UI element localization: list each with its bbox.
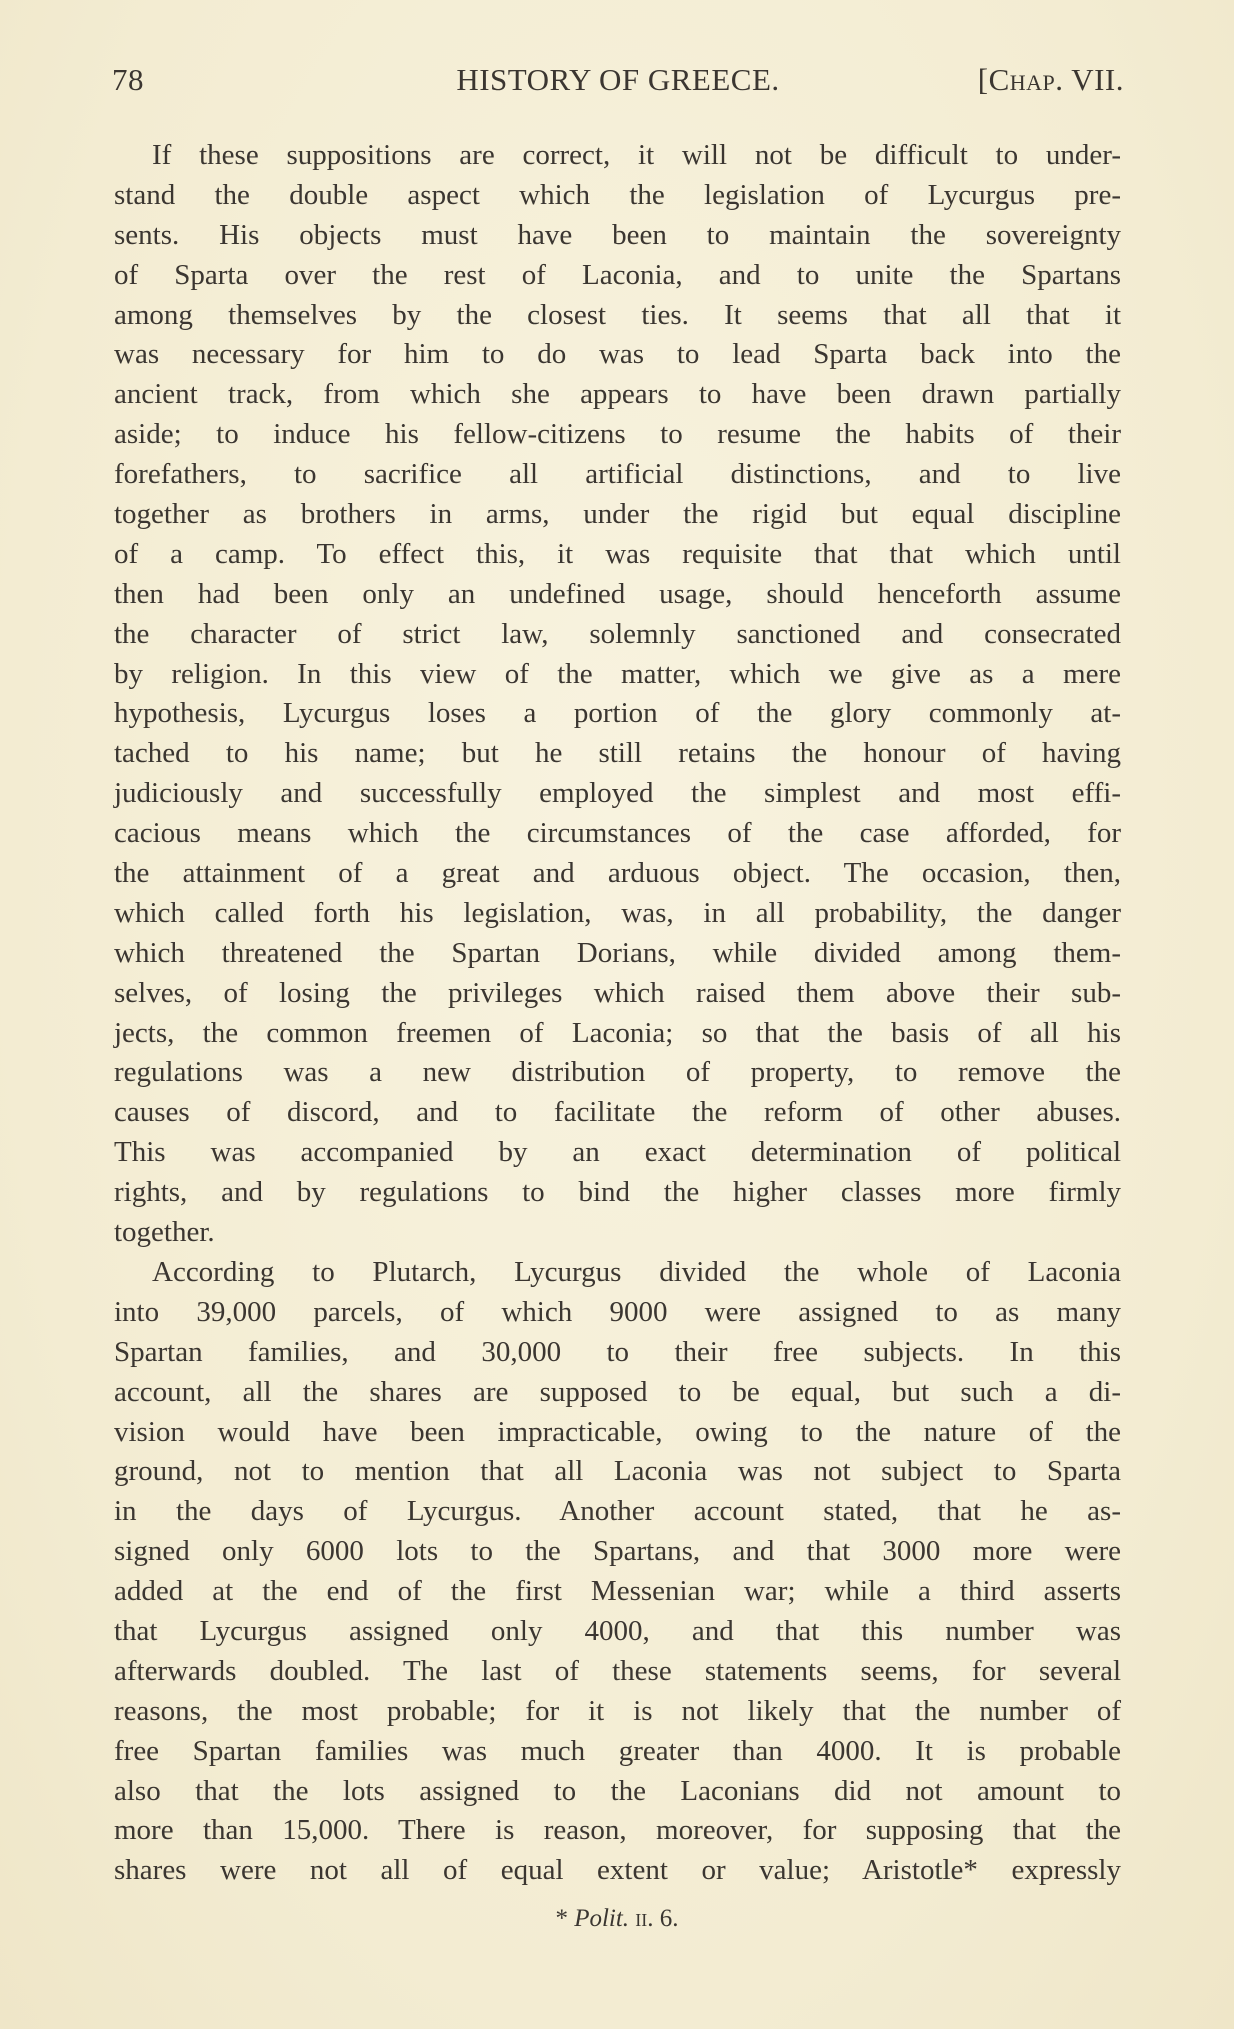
text-line: Spartan families, and 30,000 to their free subjects. In this <box>114 1335 1121 1368</box>
text-line: causes of discord, and to facilitate the reform of other abuses. <box>114 1096 1121 1129</box>
running-header <box>112 62 1124 106</box>
paragraph <box>114 1253 1121 1891</box>
text-line: regulations was a new distribution of property, to remove the <box>114 1056 1121 1089</box>
text-line: then had been only an undefined usage, should henceforth assume <box>114 577 1121 610</box>
chapter-label: [Chap. VII. <box>977 62 1124 97</box>
text-line: into 39,000 parcels, of which 9000 were assigned to as many <box>114 1295 1121 1328</box>
footnote-location: ii. 6. <box>629 1905 679 1932</box>
running-title: HISTORY OF GREECE. <box>456 62 780 97</box>
text-line: This was accompanied by an exact determination of political <box>114 1136 1121 1169</box>
body-text <box>114 136 1121 1891</box>
text-line: vision would have been impracticable, owing to the nature of the <box>114 1415 1121 1448</box>
text-line: rights, and by regulations to bind the higher classes more firmly <box>114 1176 1121 1209</box>
footnote-marker: * <box>555 1905 575 1932</box>
text-line: free Spartan families was much greater than 4000. It is probable <box>114 1734 1121 1767</box>
footnote-reference: Polit. <box>574 1905 630 1932</box>
text-line: cacious means which the circumstances of the case afforded, for <box>114 817 1121 850</box>
text-line: jects, the common freemen of Laconia; so that the basis of all his <box>114 1016 1121 1049</box>
text-line: the attainment of a great and arduous object. The occasion, then, <box>114 857 1121 890</box>
text-line: was necessary for him to do was to lead Sparta back into the <box>114 338 1121 371</box>
text-line: If these suppositions are correct, it will not be difficult to under- <box>152 139 1121 171</box>
text-line: in the days of Lycurgus. Another account stated, that he as- <box>114 1495 1121 1528</box>
text-line: shares were not all of equal extent or value; Aristotle* expressly <box>114 1854 1121 1887</box>
text-line: reasons, the most probable; for it is not likely that the number of <box>114 1694 1121 1727</box>
text-line: of a camp. To effect this, it was requisite that that which until <box>114 537 1121 570</box>
text-line: aside; to induce his fellow-citizens to resume the habits of their <box>114 418 1121 451</box>
text-line: more than 15,000. There is reason, moreover, for supposing that the <box>114 1814 1121 1847</box>
page-number: 78 <box>112 62 144 97</box>
text-line: by religion. In this view of the matter, which we give as a mere <box>114 657 1121 690</box>
text-line: forefathers, to sacrifice all artificial distinctions, and to live <box>114 458 1121 491</box>
text-line: ancient track, from which she appears to have been drawn partially <box>114 378 1121 411</box>
paragraph <box>114 136 1121 1253</box>
text-line: hypothesis, Lycurgus loses a portion of the glory commonly at- <box>114 697 1121 730</box>
text-line: tached to his name; but he still retains the honour of having <box>114 737 1121 770</box>
text-line: signed only 6000 lots to the Spartans, and that 3000 more were <box>114 1535 1121 1568</box>
text-line: also that the lots assigned to the Laconians did not amount to <box>114 1774 1121 1807</box>
text-line: ground, not to mention that all Laconia was not subject to Sparta <box>114 1455 1121 1488</box>
text-line: stand the double aspect which the legislation of Lycurgus pre- <box>114 178 1121 211</box>
text-line: selves, of losing the privileges which raised them above their sub- <box>114 976 1121 1009</box>
text-line: together. <box>114 1216 215 1249</box>
text-line: that Lycurgus assigned only 4000, and that this number was <box>114 1614 1121 1647</box>
text-line: According to Plutarch, Lycurgus divided the whole of Laconia <box>152 1255 1121 1288</box>
text-line: the character of strict law, solemnly sanctioned and consecrated <box>114 617 1121 650</box>
text-line: which threatened the Spartan Dorians, while divided among them- <box>114 936 1121 969</box>
text-line: judiciously and successfully employed the simplest and most effi- <box>114 777 1121 810</box>
text-line: among themselves by the closest ties. It seems that all that it <box>114 298 1121 331</box>
text-line: sents. His objects must have been to maintain the sovereignty <box>114 218 1121 251</box>
text-line: of Sparta over the rest of Laconia, and to unite the Spartans <box>114 258 1121 291</box>
text-line: account, all the shares are supposed to be equal, but such a di- <box>114 1375 1121 1408</box>
text-line: afterwards doubled. The last of these statements seems, for several <box>114 1654 1121 1687</box>
footnote <box>0 1905 1234 1933</box>
text-line: added at the end of the first Messenian war; while a third asserts <box>114 1575 1121 1608</box>
text-line: together as brothers in arms, under the rigid but equal discipline <box>114 498 1121 531</box>
text-line: which called forth his legislation, was, in all probability, the danger <box>114 896 1121 929</box>
